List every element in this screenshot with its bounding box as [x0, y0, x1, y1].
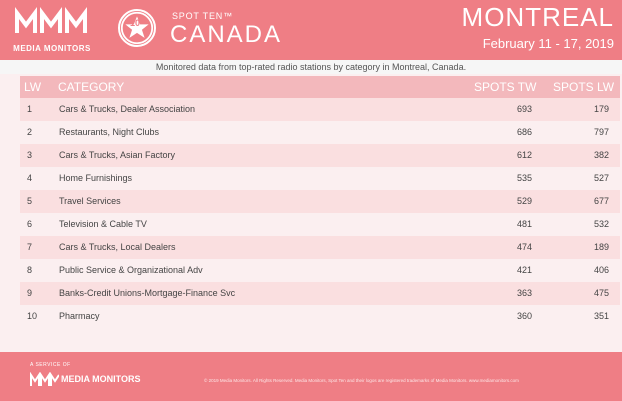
media-monitors-logo	[12, 7, 92, 53]
logo-text: MEDIA MONITORS	[13, 44, 91, 53]
footer-logo	[29, 372, 179, 388]
table-row	[20, 305, 620, 328]
spots-lw-cell: 179	[593, 104, 609, 114]
category-cell: Banks-Credit Unions-Mortgage-Finance Svc	[59, 288, 236, 298]
service-label: A SERVICE OF	[30, 362, 71, 368]
copyright-text: © 2019 Media Monitors. All Rights Reserved. Media Monitors, Spot Ten and their logos are registered trademarks of Media Monitors. www.mediamonitors.com	[204, 378, 519, 383]
spots-lw-cell: 406	[593, 265, 609, 275]
star-number: 10	[129, 18, 140, 28]
category-cell: Pharmacy	[59, 311, 100, 321]
col-header-spots-lw: SPOTS LW	[553, 80, 615, 94]
category-cell: Television & Cable TV	[59, 219, 147, 229]
spots-tw-cell: 481	[516, 219, 532, 229]
rank-cell: 6	[27, 219, 33, 229]
table-row	[20, 236, 620, 259]
spots-tw-cell: 693	[516, 104, 532, 114]
spots-lw-cell: 351	[593, 311, 609, 321]
rank-cell: 9	[27, 288, 33, 298]
table-row	[20, 144, 620, 167]
spots-tw-cell: 360	[516, 311, 532, 321]
rank-cell: 10	[27, 311, 38, 321]
spots-lw-cell: 475	[593, 288, 609, 298]
header-banner	[0, 0, 622, 60]
table-row	[20, 98, 620, 121]
logo-mark-icon	[12, 7, 92, 37]
col-header-lw: LW	[24, 80, 42, 94]
spots-tw-cell: 421	[516, 265, 532, 275]
col-header-category: CATEGORY	[58, 80, 125, 94]
category-cell: Cars & Trucks, Dealer Association	[59, 104, 196, 114]
category-cell: Home Furnishings	[59, 173, 133, 183]
spots-lw-cell: 797	[593, 127, 609, 137]
rank-cell: 7	[27, 242, 33, 252]
rank-cell: 5	[27, 196, 33, 206]
col-header-spots-tw: SPOTS TW	[474, 80, 537, 94]
footer-brand: MEDIA MONITORS	[61, 374, 141, 384]
category-cell: Public Service & Organizational Adv	[59, 265, 203, 275]
spots-lw-cell: 677	[593, 196, 609, 206]
rank-cell: 2	[27, 127, 33, 137]
spots-tw-cell: 474	[516, 242, 532, 252]
table-header	[20, 76, 620, 98]
date-range: February 11 - 17, 2019	[482, 36, 614, 51]
spots-tw-cell: 686	[516, 127, 532, 137]
spots-lw-cell: 382	[593, 150, 609, 160]
table-row	[20, 259, 620, 282]
rank-cell: 8	[27, 265, 33, 275]
subtitle: Monitored data from top-rated radio stations by category in Montreal, Canada.	[0, 60, 622, 74]
country-title: CANADA	[170, 21, 283, 48]
category-cell: Cars & Trucks, Local Dealers	[59, 242, 176, 252]
table-row	[20, 282, 620, 305]
table-row	[20, 121, 620, 144]
spots-lw-cell: 527	[593, 173, 609, 183]
spots-lw-cell: 532	[593, 219, 609, 229]
footer-logo-mark-icon	[29, 372, 59, 388]
table-row	[20, 213, 620, 236]
table-row	[20, 190, 620, 213]
rank-cell: 1	[27, 104, 33, 114]
footer	[0, 352, 622, 401]
spots-tw-cell: 529	[516, 196, 532, 206]
spot-ten-badge	[118, 6, 308, 56]
table-body	[20, 98, 620, 328]
rank-cell: 4	[27, 173, 33, 183]
category-cell: Restaurants, Night Clubs	[59, 127, 160, 137]
category-cell: Travel Services	[59, 196, 121, 206]
rank-cell: 3	[27, 150, 33, 160]
category-cell: Cars & Trucks, Asian Factory	[59, 150, 176, 160]
spot-ten-label: SPOT TEN™	[172, 11, 233, 21]
spots-tw-cell: 363	[516, 288, 532, 298]
city-title: MONTREAL	[461, 2, 614, 32]
spots-tw-cell: 612	[516, 150, 532, 160]
table-row	[20, 167, 620, 190]
spots-tw-cell: 535	[516, 173, 532, 183]
spots-lw-cell: 189	[593, 242, 609, 252]
